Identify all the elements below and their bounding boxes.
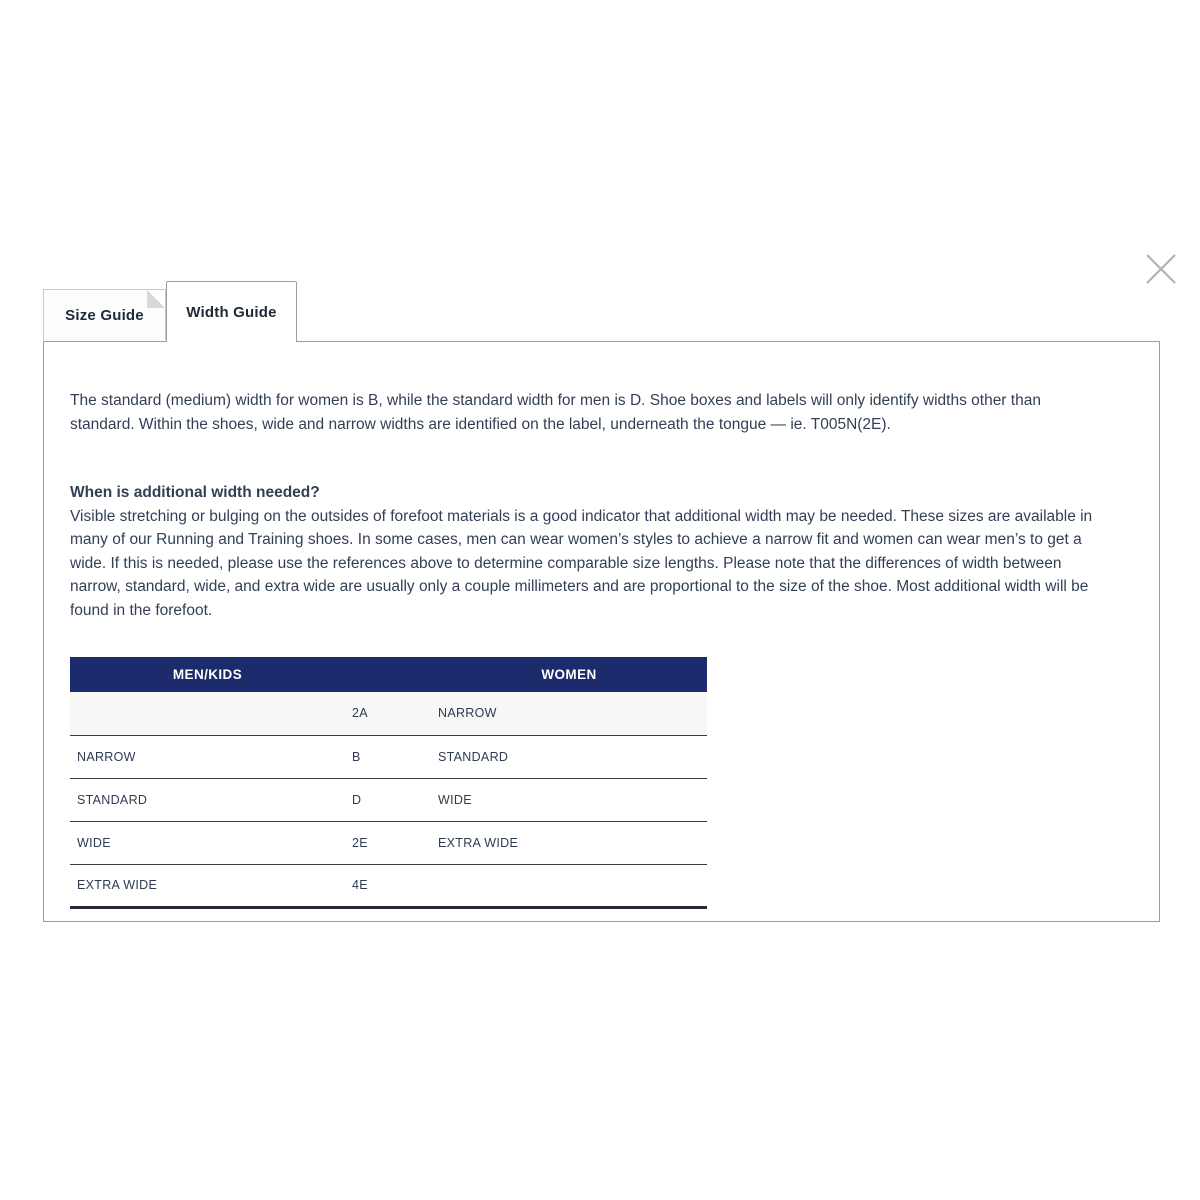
width-code: 4E xyxy=(345,864,431,907)
tab-width-guide[interactable] xyxy=(166,281,297,342)
table-row xyxy=(70,821,707,864)
women-label: STANDARD xyxy=(431,735,707,778)
men-label: WIDE xyxy=(70,821,345,864)
close-icon[interactable] xyxy=(1142,250,1180,288)
women-label xyxy=(431,864,707,907)
width-code: D xyxy=(345,778,431,821)
men-label xyxy=(70,692,345,735)
tab-fold-decoration xyxy=(147,290,165,308)
men-label: NARROW xyxy=(70,735,345,778)
width-code: 2A xyxy=(345,692,431,735)
table-row xyxy=(70,864,707,907)
tab-width-guide-label: Width Guide xyxy=(186,303,277,321)
table-row xyxy=(70,692,707,735)
tab-size-guide[interactable] xyxy=(43,289,166,340)
table-header-men-kids: MEN/KIDS xyxy=(70,657,345,692)
x-icon xyxy=(1142,250,1180,288)
section-body: Visible stretching or bulging on the outsides of forefoot materials is a good indicator that additional width may be needed. These sizes are available in many of our Running and Training shoes. In some cases, men can wear women’s styles to achieve a narrow fit and women can wear men’s to get a wide. If this is needed, please use the references above to determine comparable size lengths. Please note that the differences of width between narrow, standard, wide, and extra wide are usually only a couple millimeters and are proportional to the size of the shoe. Most additional width will be found in the forefoot. xyxy=(70,507,1093,619)
men-label: EXTRA WIDE xyxy=(70,864,345,907)
women-label: EXTRA WIDE xyxy=(431,821,707,864)
table-row xyxy=(70,778,707,821)
table-header-spacer xyxy=(345,657,431,692)
women-label: NARROW xyxy=(431,692,707,735)
width-code: B xyxy=(345,735,431,778)
section-heading: When is additional width needed? xyxy=(70,484,320,501)
table-row xyxy=(70,735,707,778)
table-header-women: WOMEN xyxy=(431,657,707,692)
women-label: WIDE xyxy=(431,778,707,821)
tab-size-guide-label: Size Guide xyxy=(65,306,144,324)
width-table xyxy=(70,657,707,909)
men-label: STANDARD xyxy=(70,778,345,821)
intro-paragraph: The standard (medium) width for women is B, while the standard width for men is D. Shoe boxes and labels will only identify widths other than standard. Within the shoes, wide and narrow widths are identified on the label, underneath the tongue — ie. T005N(2E). xyxy=(70,392,1041,433)
table-header-row xyxy=(70,657,707,692)
width-guide-panel xyxy=(43,341,1160,922)
width-code: 2E xyxy=(345,821,431,864)
